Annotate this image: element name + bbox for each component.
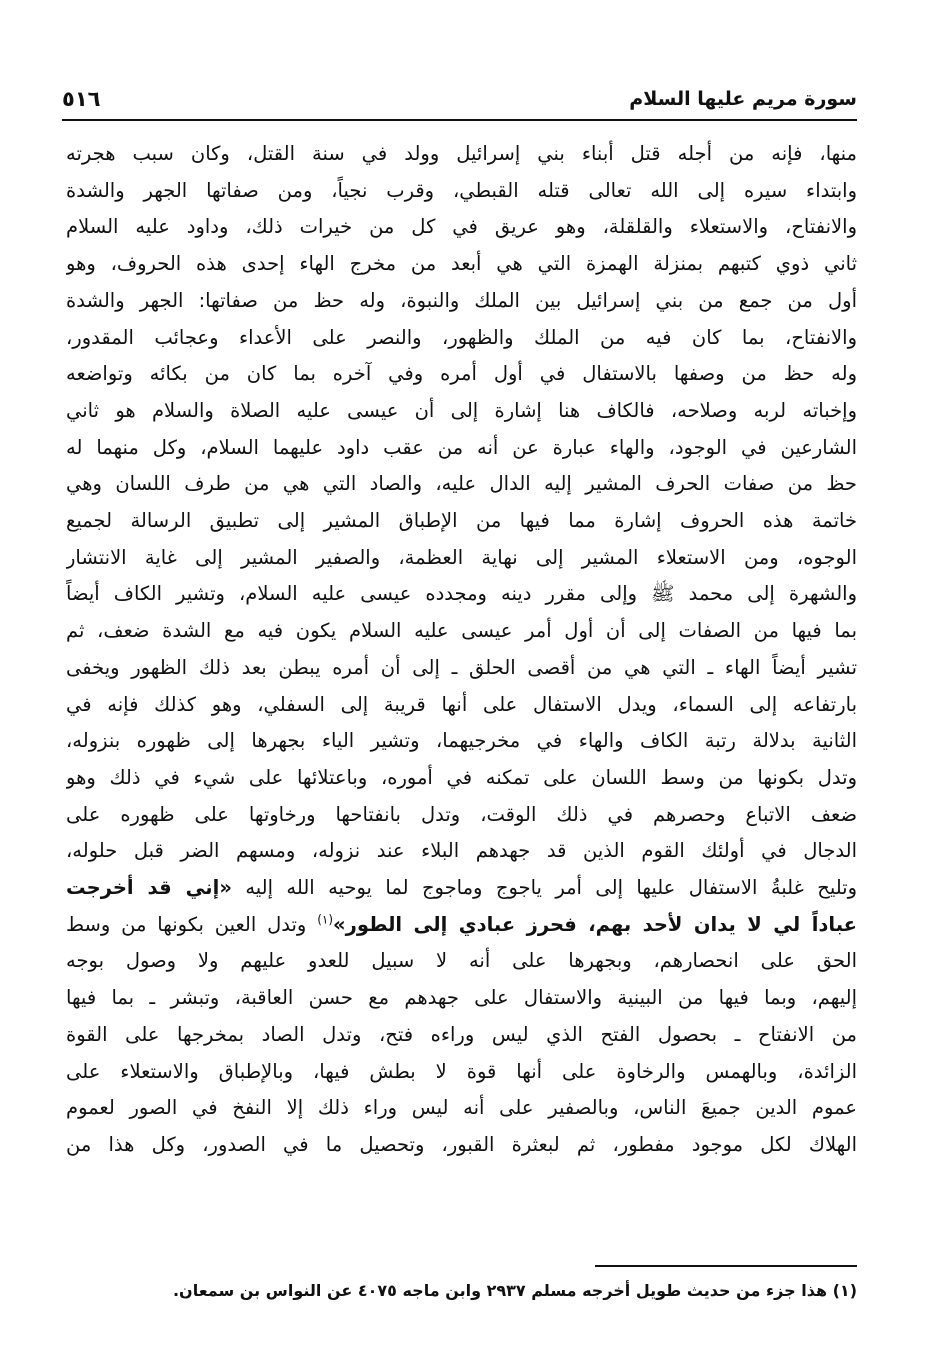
text-segment: وتدل العين بكونها من وسط: [66, 912, 318, 936]
page-number: ٥١٦: [62, 87, 101, 111]
text-line: الهلاك لكل موجود مفطور، ثم لبعثرة القبور، وتحصيل ما في الصدور، وكل هذا من: [66, 1132, 857, 1156]
text-line: أول من جمع من بني إسرائيل بين الملك والنبوة، وله حظ من صفاتها: الجهر والشدة: [66, 288, 857, 312]
text-line: الثانية بدلالة رتبة الكاف والهاء في مخرجيهما، وتشير الياء بجهرها إلى ظهوره بنزوله،: [66, 729, 857, 753]
text-line: بارتفاعه إلى السماء، ويدل الاستفال على أنها قريبة إلى السفلي، وهو كذلك فإنه في: [66, 692, 857, 716]
text-line: وتدل بكونها من وسط اللسان على تمكنه في أموره، وباعتلائها على شيء في ذلك وهو: [66, 765, 857, 789]
text-line: الوجوه، ومن الاستعلاء المشير إلى نهاية العظمة، والصفير المشير إلى غاية الانتشار: [66, 545, 857, 569]
header-divider: [62, 119, 857, 121]
text-line: والشهرة إلى محمد ﷺ وإلى مقرر دينه ومجدده عيسى عليه السلام، وتشير الكاف أيضاً: [66, 582, 857, 606]
text-line: الحق على انحصارهم، وبجهرها على أنه لا سبيل للعدو عليهم ولا وصول بوجه: [66, 949, 857, 973]
text-line: الشارعين في الوجود، والهاء عبارة عن أنه من عقب داود عليهما السلام، وكل منهما له: [66, 435, 857, 459]
text-line: ثاني ذوي كتبهم بمنزلة الهمزة التي هي أبعد من مخرج الهاء إحدى هذه الحروف، وهو: [66, 252, 857, 276]
text-segment: وتليح غلبةُ الاستفال عليها إلى أمر ياجوج وماجوج لما يوحيه الله إليه: [231, 876, 857, 900]
text-line-with-quote-end: [66, 907, 857, 944]
text-line: بما فيها من الصفات إلى أن أول أمر عيسى عليه السلام يكون فيه مع الشدة ضعف، ثم: [66, 619, 857, 643]
text-line: من الانفتاح ـ بحصول الفتح الذي ليس وراءه فتح، وتدل الصاد بمخرجها على القوة: [66, 1022, 857, 1046]
running-title: سورة مريم عليها السلام: [629, 88, 857, 110]
text-line: تشير أيضاً الهاء ـ التي هي من أقصى الحلق ـ إلى أن أمره يبطن بعد ذلك الظهور ويخفى: [66, 655, 857, 679]
footnote-marker[interactable]: (١): [317, 912, 334, 927]
text-line: وابتداء سيره إلى الله تعالى قتله القبطي، وقرب نجياً، ومن صفاتها الجهر والشدة: [66, 178, 857, 202]
page-header: [62, 82, 857, 116]
footnote: (١) هذا جزء من حديث طويل أخرجه مسلم ٢٩٣٧ وابن ماجه ٤٠٧٥ عن النواس بن سمعان.: [172, 1281, 857, 1300]
text-line: عموم الدين جميعَ الناس، وبالصفير على أنه ليس وراء ذلك إلا النفخ في الصور لعموم: [66, 1096, 857, 1120]
text-line: والانفتاح، والاستعلاء والقلقلة، وهو عريق في كل من خيرات ذلك، وداود عليه السلام: [66, 215, 857, 239]
text-line: الزائدة، وبالهمس والرخاوة على أنها قوة لا بطش فيها، وبالإطباق والاستعلاء على: [66, 1059, 857, 1083]
quoted-hadith-text: عباداً لي لا يدان لأحد بهم، فحرز عبادي إلى الطور»: [333, 912, 857, 936]
text-line: خاتمة هذه الحروف إشارة مما فيها من الإطباق المشير إلى تطبيق الرسالة لجميع: [66, 509, 857, 533]
text-line: وله حظ من وصفها بالاستفال في أول أمره وفي آخره بما كان من بكائه وتواضعه: [66, 362, 857, 386]
footnote-divider: [595, 1265, 857, 1267]
text-line: منها، فإنه من أجله قتل أبناء بني إسرائيل وولد في سنة القتل، وكان سبب هجرته: [66, 142, 857, 165]
text-line: إليهم، وبما فيها من البينية والاستفال على جهدهم مع حسن العاقبة، وتبشر ـ بما فيها: [66, 986, 857, 1010]
main-text: [66, 136, 857, 1164]
text-line: وإخباته لربه وصلاحه، فالكاف هنا إشارة إلى أن عيسى عليه الصلاة والسلام هو ثاني: [66, 398, 857, 422]
text-line: ضعف الاتباع وحصرهم في ذلك الوقت، وتدل بانفتاحها ورخاوتها على ظهوره على: [66, 802, 857, 826]
text-line-with-quote-start: [66, 870, 857, 907]
text-line: الدجال في أولئك القوم الذين قد جهدهم البلاء عند نزوله، ومسهم الضر قبل حلوله،: [66, 839, 857, 863]
text-line: حظ من صفات الحرف المشير إليه الدال عليه، والصاد التي هي من طرف اللسان وهي: [66, 472, 857, 496]
text-line: والانفتاح، بما كان فيه من الملك والظهور، والنصر على الأعداء وعجائب المقدور،: [66, 325, 857, 349]
quoted-hadith-text: «إني قد أخرجت: [66, 876, 232, 900]
